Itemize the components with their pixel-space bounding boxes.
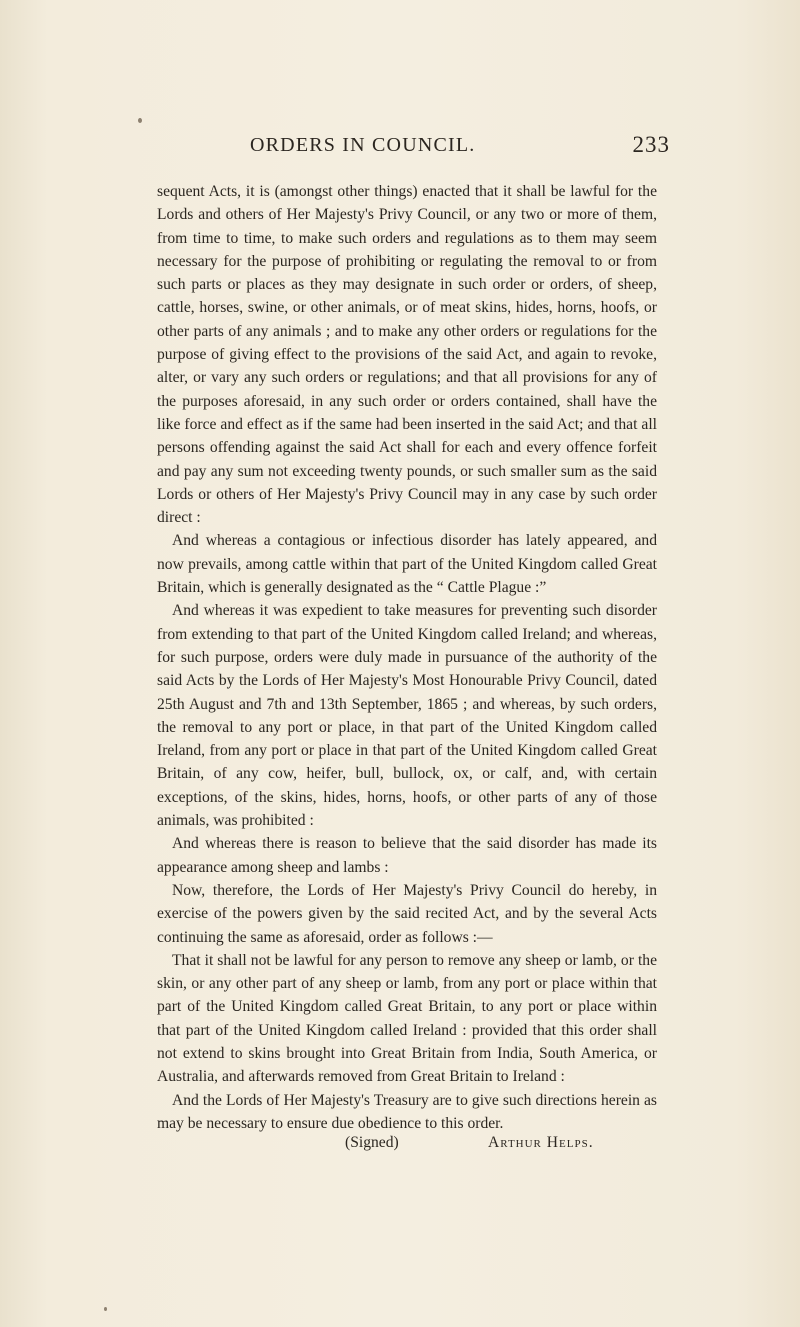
paragraph-5: Now, therefore, the Lords of Her Majesty's Privy Council do hereby, in exercise of the powers given by the said recited Act, and by the several Acts continuing the same as aforesaid, order as follows :— (157, 881, 657, 946)
paragraph-1: sequent Acts, it is (amongst other things) enacted that it shall be lawful for the Lords and others of Her Majesty's Privy Council, or any two or more of them, from time to time, to make such orders and regulations as to them may seem necessary for the purpose of prohibiting or regulating the removal to or from such parts or places as they may designate in such order or orders, of sheep, cattle, horses, swine, or other animals, or of meat skins, hides, horns, hoofs, or other parts of any animals ; and to make any other orders or regulations for the purpose of giving effect to the provisions of the said Act, and again to revoke, alter, or vary any such orders or regulations; and that all provisions for any of the purposes aforesaid, in any such order or orders contained, shall have the like force and effect as if the same had been inserted in the said Act; and that all persons offending against the said Act shall for each and every offence forfeit and pay any sum not exceeding twenty pounds, or such smaller sum as the said Lords or others of Her Majesty's Privy Council may in any case by such order direct : (157, 183, 657, 527)
paragraph-7: And the Lords of Her Majesty's Treasury are to give such directions herein as may be necessary to ensure due obedience to this order. (157, 1091, 657, 1132)
signed-label: (Signed) (345, 1134, 399, 1151)
running-title: ORDERS IN COUNCIL. (250, 134, 476, 156)
page-number: 233 (632, 132, 670, 157)
body-text (157, 180, 657, 1135)
paragraph-4: And whereas there is reason to believe that the said disorder has made its appearance among sheep and lambs : (157, 835, 657, 876)
paragraph-3: And whereas it was expedient to take measures for preventing such disorder from extending to that part of the United Kingdom called Ireland; and whereas, for such purpose, orders were duly made in pursuance of the authority of the said Acts by the Lords of Her Majesty's Most Honourable Privy Council, dated 25th August and 7th and 13th September, 1865 ; and whereas, by such orders, the removal to any port or place, in that part of the United Kingdom called Ireland, from any port or place in that part of the United Kingdom called Great Britain, of any cow, heifer, bull, bullock, ox, or calf, and, with certain exceptions, of the skins, hides, horns, hoofs, or other parts of any of those animals, was prohibited : (157, 602, 657, 830)
print-speck (104, 1307, 107, 1311)
paragraph-6: That it shall not be lawful for any person to remove any sheep or lamb, or the skin, or any other part of any sheep or lamb, from any port or place within that part of the United Kingdom called Great Britain, to any port or place within that part of the United Kingdom called Ireland : provided that this order shall not extend to skins brought into Great Britain from India, South America, or Australia, and afterwards removed from Great Britain to Ireland : (157, 951, 657, 1086)
paragraph-2: And whereas a contagious or infectious disorder has lately appeared, and now prevails, among cattle within that part of the United Kingdom called Great Britain, which is generally designated as the “ Cattle Plague :” (157, 532, 657, 597)
signature-line (157, 1134, 657, 1158)
print-speck (138, 118, 142, 123)
signatory-name: Arthur Helps. (488, 1134, 594, 1151)
running-head (250, 132, 670, 166)
